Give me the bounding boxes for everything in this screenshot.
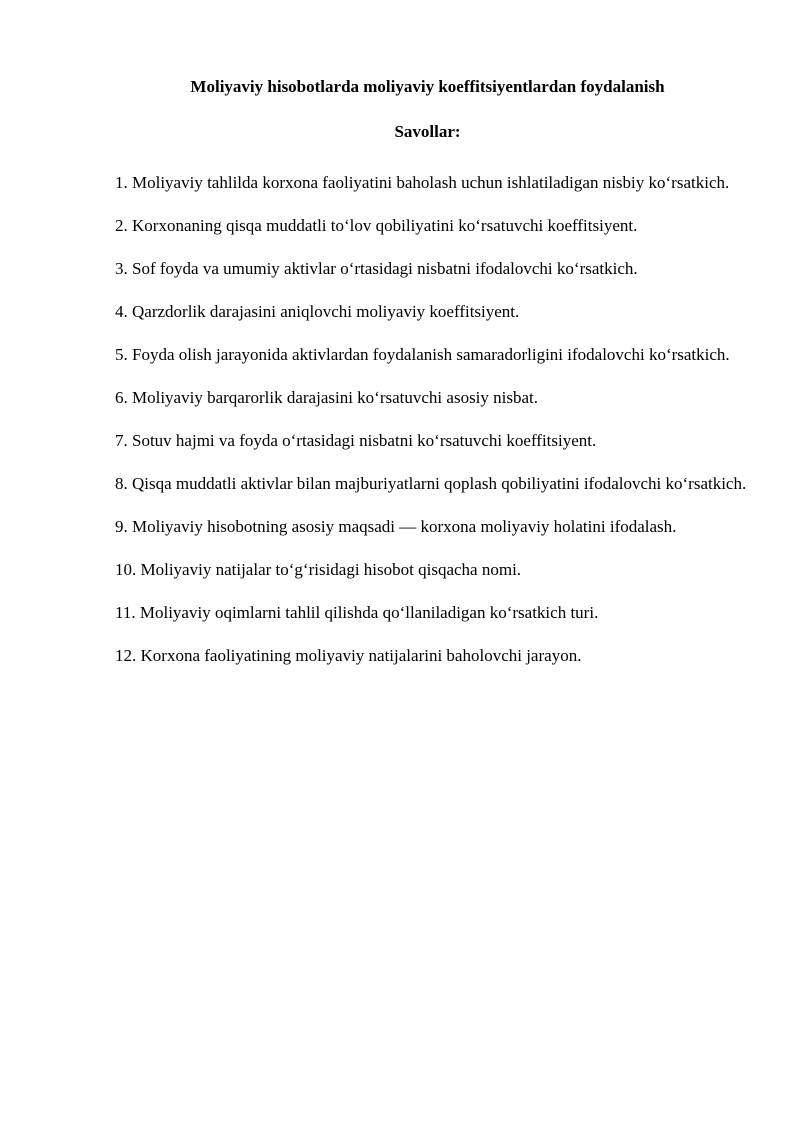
question-item: 10. Moliyaviy natijalar to‘g‘risidagi hisobot qisqacha nomi.: [115, 560, 522, 579]
question-item: 12. Korxona faoliyatining moliyaviy natijalarini baholovchi jarayon.: [115, 646, 582, 665]
question-item: 9. Moliyaviy hisobotning asosiy maqsadi — korxona moliyaviy holatini ifodalash.: [115, 517, 677, 536]
document-title: Moliyaviy hisobotlarda moliyaviy koeffitsiyentlardan foydalanish: [190, 77, 665, 96]
question-item: 8. Qisqa muddatli aktivlar bilan majburiyatlarni qoplash qobiliyatini ifodalovchi ko‘rsatkich.: [115, 474, 747, 493]
questions-list: [115, 168, 755, 684]
question-item: 1. Moliyaviy tahlilda korxona faoliyatini baholash uchun ishlatiladigan nisbiy ko‘rsatkich.: [115, 173, 730, 192]
question-item: 4. Qarzdorlik darajasini aniqlovchi moliyaviy koeffitsiyent.: [115, 302, 520, 321]
question-item: 3. Sof foyda va umumiy aktivlar o‘rtasidagi nisbatni ifodalovchi ko‘rsatkich.: [115, 259, 638, 278]
questions-heading: Savollar:: [394, 122, 461, 141]
question-item: 6. Moliyaviy barqarorlik darajasini ko‘rsatuvchi asosiy nisbat.: [115, 388, 539, 407]
question-item: 2. Korxonaning qisqa muddatli to‘lov qobiliyatini ko‘rsatuvchi koeffitsiyent.: [115, 216, 638, 235]
question-item: 7. Sotuv hajmi va foyda o‘rtasidagi nisbatni ko‘rsatuvchi koeffitsiyent.: [115, 431, 597, 450]
question-item: 11. Moliyaviy oqimlarni tahlil qilishda qo‘llaniladigan ko‘rsatkich turi.: [115, 603, 599, 622]
question-item: 5. Foyda olish jarayonida aktivlardan foydalanish samaradorligini ifodalovchi ko‘rsatkich.: [115, 345, 730, 364]
